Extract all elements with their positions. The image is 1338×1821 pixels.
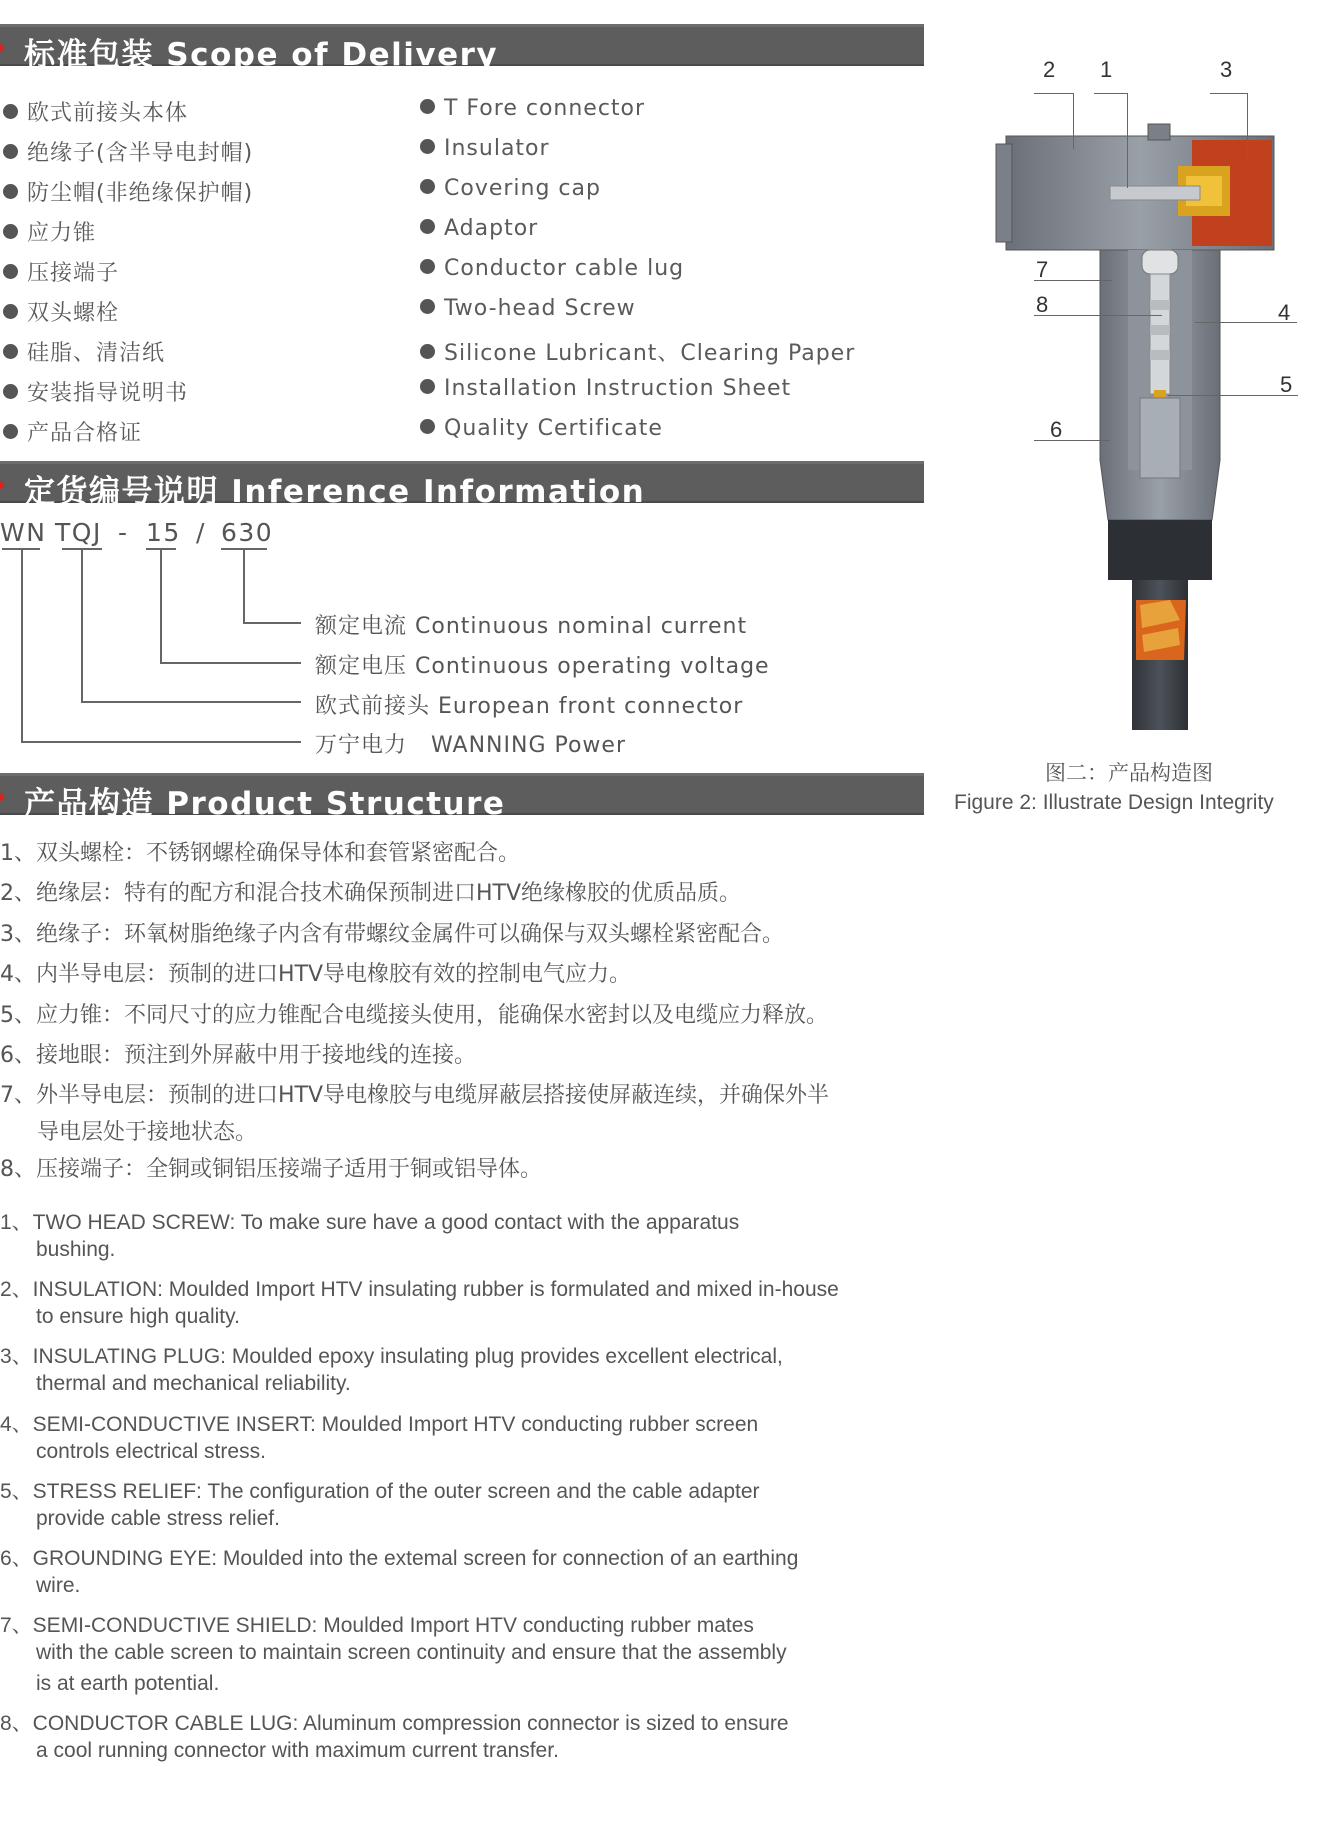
bullet-icon: [420, 139, 435, 154]
list-item: 安装指导说明书: [3, 376, 188, 407]
bullet-icon: [420, 419, 435, 434]
structure-item-cn: 2、绝缘层：特有的配方和混合技术确保预制进口HTV绝缘橡胶的优质品质。: [0, 881, 742, 906]
callout-1: 1: [1100, 57, 1113, 82]
list-item: 防尘帽(非绝缘保护帽): [3, 176, 253, 207]
structure-item-cn: 1、双头螺栓：不锈钢螺栓确保导体和套管紧密配合。: [0, 841, 520, 866]
inference-banner: [0, 461, 924, 510]
structure-item-cn: 5、应力锥：不同尺寸的应力锥配合电缆接头使用，能确保水密封以及电缆应力释放。: [0, 1003, 828, 1028]
callout-3: 3: [1220, 57, 1233, 82]
structure-item-cn: 8、压接端子：全铜或铜铝压接端子适用于铜或铝导体。: [0, 1157, 542, 1182]
banner-bullet-icon: [0, 44, 4, 52]
legend-voltage: 额定电压 Continuous operating voltage: [315, 654, 770, 679]
structure-item-en-cont: a cool running connector with maximum current transfer.: [36, 1739, 559, 1762]
list-item: Installation Instruction Sheet: [420, 376, 791, 401]
list-item: Covering cap: [420, 176, 601, 201]
legend-connector: 欧式前接头 European front connector: [315, 694, 744, 719]
scope-banner: [0, 24, 924, 73]
code-part-dash: -: [118, 518, 129, 547]
structure-title: 产品构造 Product Structure: [24, 786, 506, 822]
bullet-icon: [420, 299, 435, 314]
code-part-brand: WN: [0, 518, 47, 547]
structure-item-en: 4、SEMI-CONDUCTIVE INSERT: Moulded Import HTV conducting rubber screen: [0, 1413, 759, 1436]
bullet-icon: [420, 344, 435, 359]
bullet-icon: [3, 224, 18, 239]
banner-bullet-icon: [0, 793, 4, 801]
structure-banner: [0, 773, 924, 822]
figure-caption-cn: 图二：产品构造图: [1045, 761, 1213, 785]
banner-bullet-icon: [0, 481, 4, 489]
list-item: 应力锥: [3, 216, 96, 247]
structure-item-en: 1、TWO HEAD SCREW: To make sure have a good contact with the apparatus: [0, 1211, 740, 1234]
structure-item-en: 7、SEMI-CONDUCTIVE SHIELD: Moulded Import HTV conducting rubber mates: [0, 1614, 754, 1637]
bullet-icon: [3, 184, 18, 199]
bullet-icon: [420, 219, 435, 234]
structure-item-en-cont: with the cable screen to maintain screen continuity and ensure that the assembly: [36, 1641, 787, 1664]
list-item: 硅脂、清洁纸: [3, 336, 165, 367]
inference-title: 定货编号说明 Inference Information: [24, 474, 646, 510]
bullet-icon: [3, 424, 18, 439]
scope-title: 标准包装 Scope of Delivery: [24, 37, 499, 73]
list-item: T Fore connector: [420, 96, 645, 121]
list-item: Conductor cable lug: [420, 256, 684, 281]
figure-caption-en: Figure 2: Illustrate Design Integrity: [954, 791, 1274, 814]
structure-item-en-cont: thermal and mechanical reliability.: [36, 1372, 351, 1395]
legend-current: 额定电流 Continuous nominal current: [315, 614, 748, 639]
structure-item-en-cont: wire.: [36, 1574, 81, 1597]
structure-item-en-cont: provide cable stress relief.: [36, 1507, 280, 1530]
callout-7: 7: [1036, 257, 1049, 282]
structure-item-en-cont: is at earth potential.: [36, 1672, 220, 1695]
connector-body: [996, 124, 1274, 730]
code-part-slash: /: [196, 518, 206, 547]
structure-item-en: 8、CONDUCTOR CABLE LUG: Aluminum compression connector is sized to ensure: [0, 1712, 789, 1735]
structure-item-cn-cont: 导电层处于接地状态。: [37, 1120, 258, 1145]
bullet-icon: [3, 344, 18, 359]
bullet-icon: [420, 99, 435, 114]
list-item: 产品合格证: [3, 416, 142, 447]
structure-item-en: 3、INSULATING PLUG: Moulded epoxy insulating plug provides excellent electrical,: [0, 1345, 783, 1368]
code-part-current: 630: [221, 518, 274, 547]
structure-item-en: 2、INSULATION: Moulded Import HTV insulating rubber is formulated and mixed in-house: [0, 1278, 839, 1301]
callout-6: 6: [1050, 417, 1063, 442]
structure-item-en-cont: controls electrical stress.: [36, 1440, 266, 1463]
list-item: Adaptor: [420, 216, 538, 241]
callout-5: 5: [1280, 372, 1293, 397]
list-item: 双头螺栓: [3, 296, 119, 327]
list-item: Two-head Screw: [420, 296, 636, 321]
bullet-icon: [3, 104, 18, 119]
bullet-icon: [420, 259, 435, 274]
bullet-icon: [3, 264, 18, 279]
bullet-icon: [420, 179, 435, 194]
list-item: Quality Certificate: [420, 416, 663, 441]
structure-item-cn: 3、绝缘子：环氧树脂绝缘子内含有带螺纹金属件可以确保与双头螺栓紧密配合。: [0, 922, 784, 947]
structure-item-en-cont: bushing.: [36, 1238, 116, 1261]
bullet-icon: [420, 379, 435, 394]
connector-diagram: [990, 100, 1320, 740]
code-part-type: TQJ: [55, 518, 102, 547]
callout-2: 2: [1043, 57, 1056, 82]
list-item: Insulator: [420, 136, 550, 161]
structure-item-en: 6、GROUNDING EYE: Moulded into the extemal screen for connection of an earthing: [0, 1547, 799, 1570]
structure-item-en-cont: to ensure high quality.: [36, 1305, 240, 1328]
bullet-icon: [3, 144, 18, 159]
bullet-icon: [3, 384, 18, 399]
code-part-voltage: 15: [146, 518, 181, 547]
bullet-icon: [3, 304, 18, 319]
structure-item-cn: 7、外半导电层：预制的进口HTV导电橡胶与电缆屏蔽层搭接使屏蔽连续，并确保外半: [0, 1083, 830, 1108]
structure-item-cn: 6、接地眼：预注到外屏蔽中用于接地线的连接。: [0, 1043, 476, 1068]
list-item: 欧式前接头本体: [3, 96, 188, 127]
legend-brand: 万宁电力 WANNING Power: [315, 733, 626, 758]
structure-item-cn: 4、内半导电层：预制的进口HTV导电橡胶有效的控制电气应力。: [0, 962, 632, 987]
callout-8: 8: [1036, 292, 1049, 317]
list-item: Silicone Lubricant、Clearing Paper: [420, 336, 855, 367]
list-item: 绝缘子(含半导电封帽): [3, 136, 253, 167]
list-item: 压接端子: [3, 256, 119, 287]
structure-item-en: 5、STRESS RELIEF: The configuration of the outer screen and the cable adapter: [0, 1480, 760, 1503]
callout-4: 4: [1278, 300, 1291, 325]
